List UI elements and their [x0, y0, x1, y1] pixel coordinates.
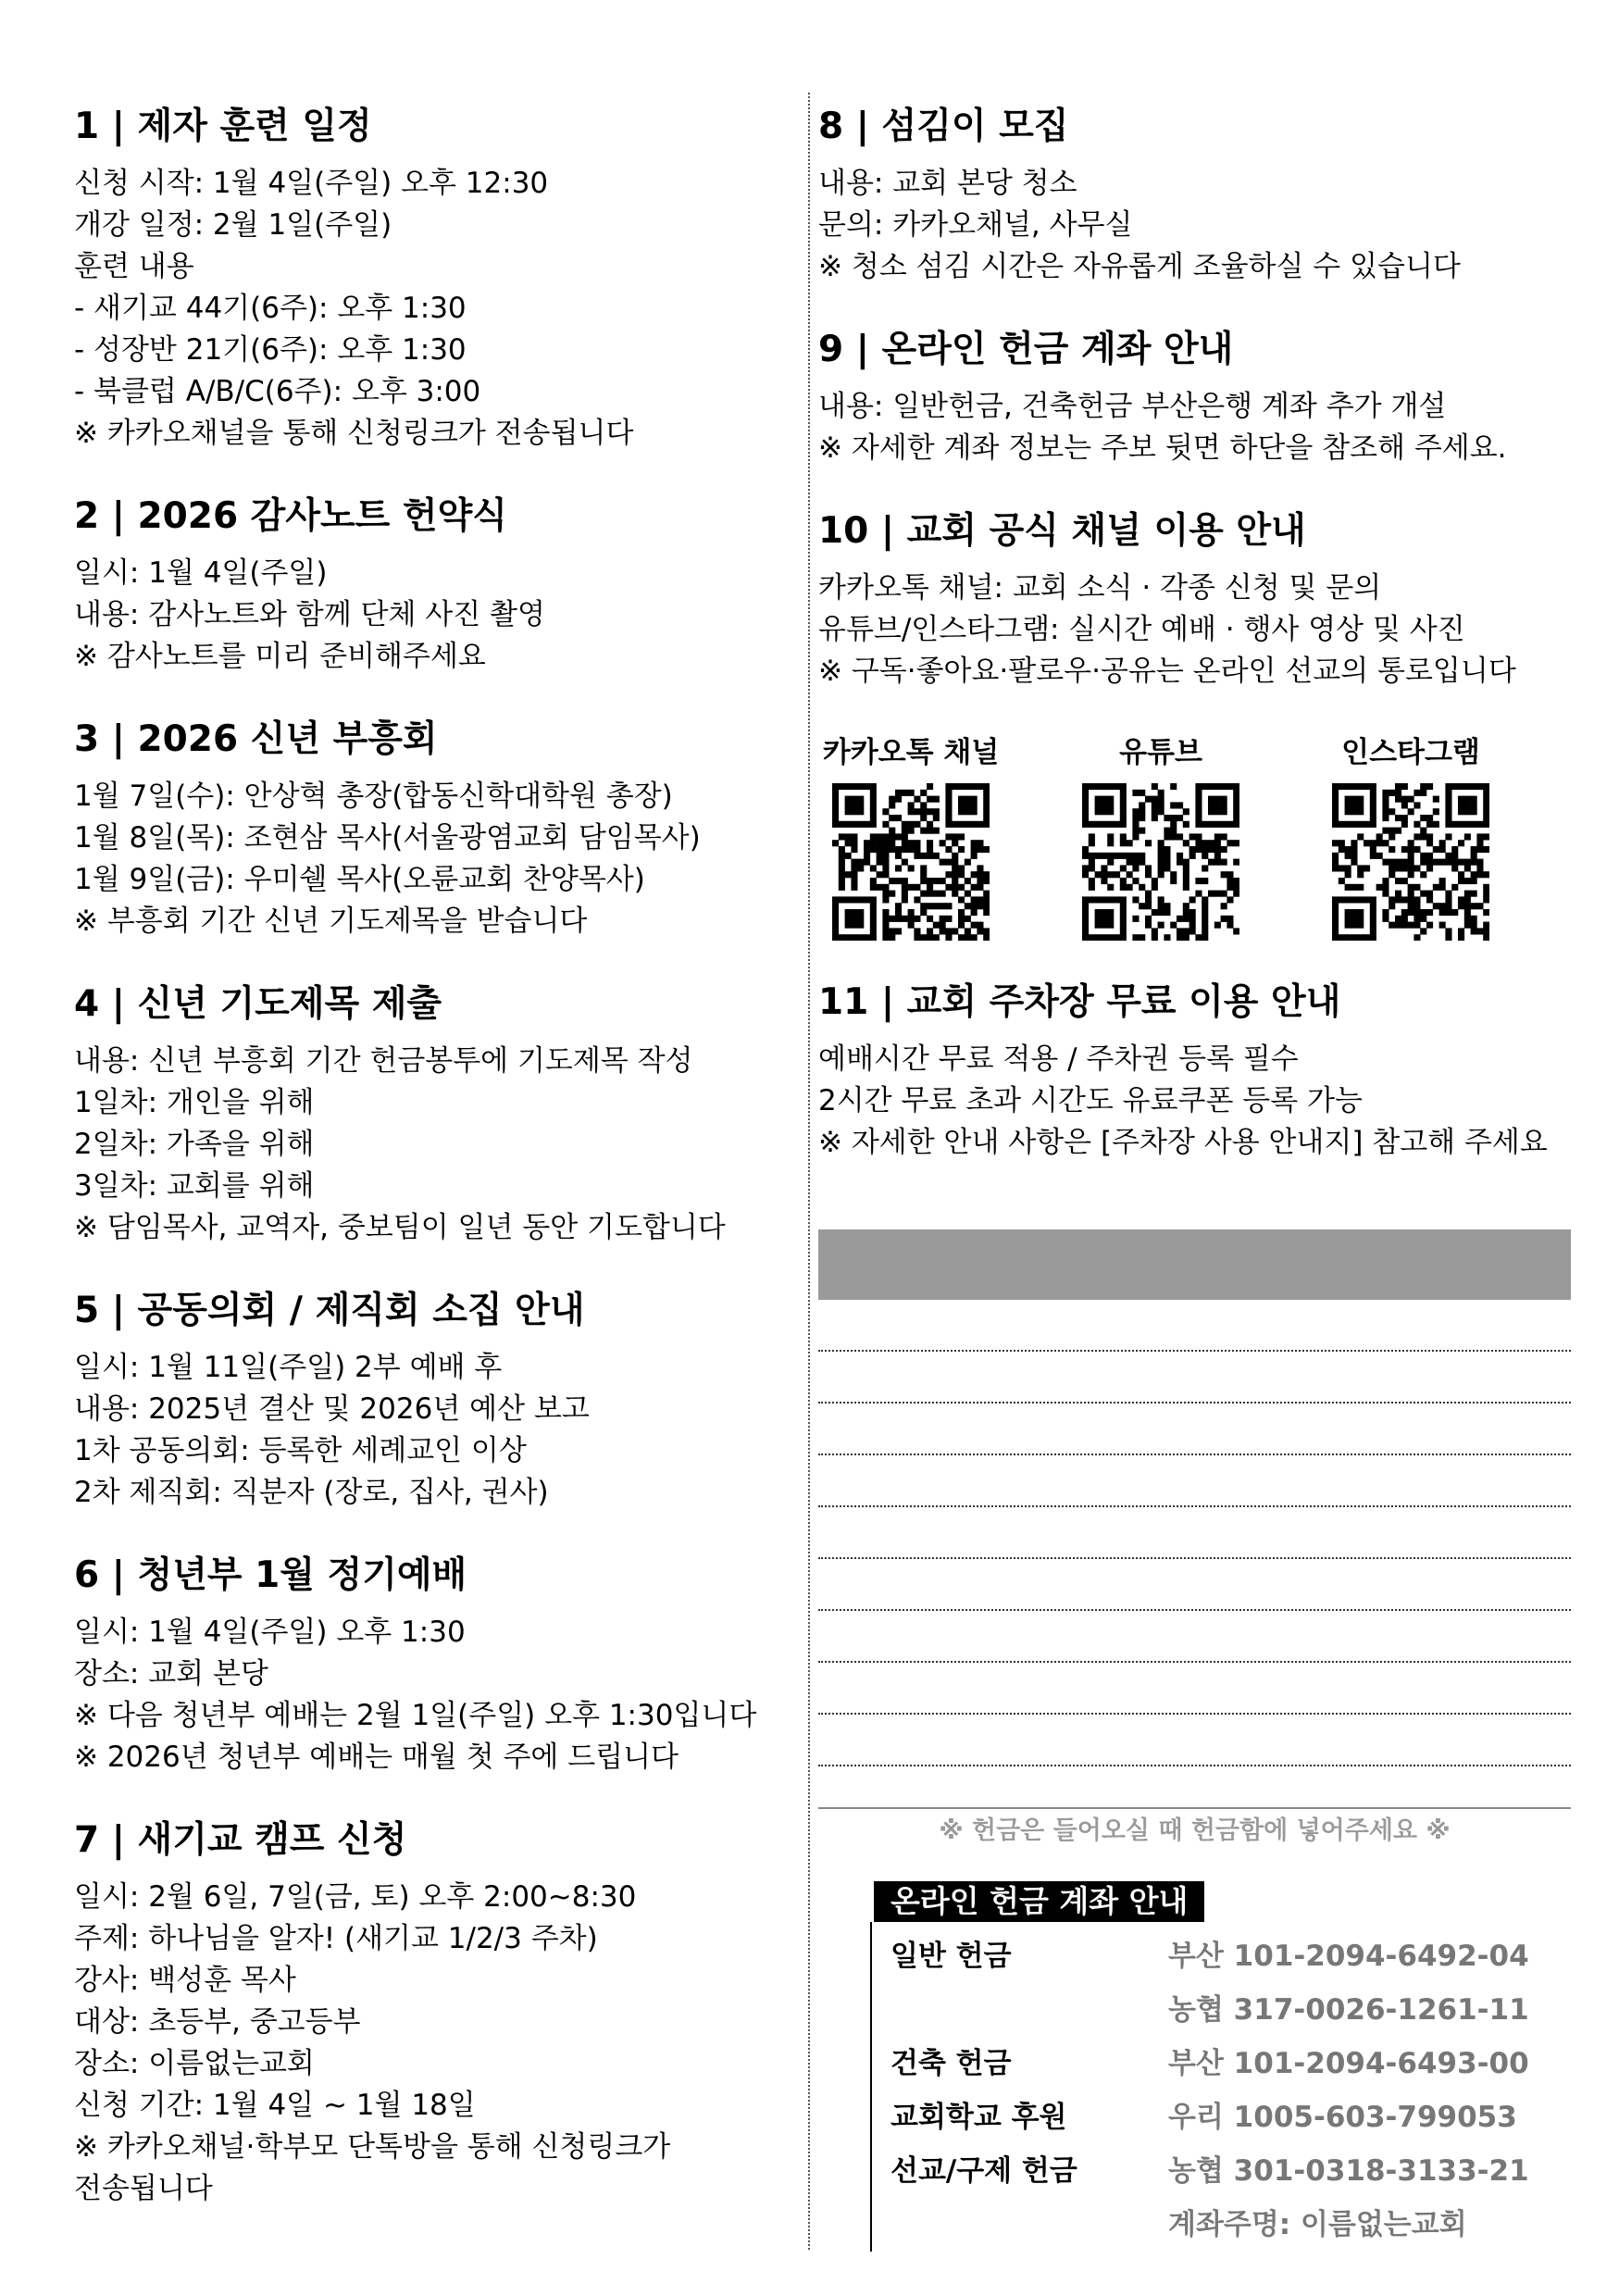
account-name: 건축 헌금 — [890, 2047, 1012, 2080]
notice-section — [818, 978, 1568, 1164]
section-line: 2시간 무료 초과 시간도 유료쿠폰 등록 가능 — [818, 1084, 1363, 1117]
memo-line — [818, 1507, 1571, 1559]
section-line: 내용: 신년 부흥회 기간 헌금봉투에 기도제목 작성 — [74, 1044, 693, 1078]
section-line: 내용: 2025년 결산 및 2026년 예산 보고 — [74, 1392, 590, 1426]
notice-section — [74, 1551, 796, 1778]
section-line: 일시: 2월 6일, 7일(금, 토) 오후 2:00~8:30 — [74, 1880, 637, 1914]
qr-code-icon[interactable] — [1082, 783, 1239, 941]
section-title: 4 | 신년 기도제목 제출 — [74, 983, 442, 1025]
account-row — [890, 1983, 1529, 2037]
section-title: 1 | 제자 훈련 일정 — [74, 106, 372, 147]
section-line: 신청 기간: 1월 4일 ~ 1월 18일 — [74, 2089, 476, 2122]
section-line: 내용: 일반헌금, 건축헌금 부산은행 계좌 추가 개설 — [818, 390, 1447, 423]
qr-item — [818, 730, 1003, 941]
section-line: 내용: 교회 본당 청소 — [818, 167, 1077, 200]
section-line: 주제: 하나님을 알자! (새기교 1/2/3 주차) — [74, 1922, 598, 1955]
section-title: 9 | 온라인 헌금 계좌 안내 — [818, 329, 1234, 370]
section-line: 2차 제직회: 직분자 (장로, 집사, 권사) — [74, 1476, 549, 1509]
section-line: ※ 감사노트를 미리 준비해주세요 — [74, 640, 486, 673]
memo-header — [818, 1229, 1571, 1300]
memo-area — [818, 1229, 1571, 1766]
qr-label: 인스타그램 — [1341, 736, 1480, 769]
account-title: 온라인 헌금 계좌 안내 — [874, 1881, 1204, 1922]
account-row — [890, 2037, 1529, 2090]
qr-label: 유튜브 — [1119, 736, 1202, 769]
section-line: 유튜브/인스타그램: 실시간 예배 · 행사 영상 및 사진 — [818, 613, 1465, 646]
section-line: 훈련 내용 — [74, 250, 194, 283]
section-line: 3일차: 교회를 위해 — [74, 1169, 315, 1203]
section-line: - 새기교 44기(6주): 오후 1:30 — [74, 292, 467, 325]
section-line: 강사: 백성훈 목사 — [74, 1964, 296, 1997]
section-title: 3 | 2026 신년 부흥회 — [74, 718, 438, 760]
section-line: 1월 7일(수): 안상혁 총장(합동신학대학원 총장) — [74, 780, 673, 813]
left-column — [74, 102, 796, 2247]
section-line: ※ 자세한 안내 사항은 [주차장 사용 안내지] 참고해 주세요 — [818, 1126, 1548, 1159]
section-line: ※ 담임목사, 교역자, 중보팀이 일년 동안 기도합니다 — [74, 1211, 726, 1244]
account-list — [870, 1922, 1529, 2252]
section-line: ※ 청소 섬김 시간은 자유롭게 조율하실 수 있습니다 — [818, 250, 1461, 283]
notice-section — [74, 1286, 796, 1514]
section-line: ※ 자세한 계좌 정보는 주보 뒷면 하단을 참조해 주세요. — [818, 431, 1507, 465]
section-line: 2일차: 가족을 위해 — [74, 1128, 315, 1161]
section-line: 전송됩니다 — [74, 2172, 213, 2205]
notice-section — [74, 102, 796, 455]
memo-line — [818, 1300, 1571, 1352]
notice-section — [74, 1816, 796, 2210]
section-line: - 북클럽 A/B/C(6주): 오후 3:00 — [74, 375, 481, 408]
account-row — [890, 1929, 1529, 1983]
qr-code-icon[interactable] — [832, 783, 990, 941]
qr-code-icon[interactable] — [1332, 783, 1489, 941]
account-number: 계좌주명: 이름없는교회 — [1168, 2208, 1467, 2241]
notice-section — [74, 492, 796, 678]
section-line: ※ 다음 청년부 예배는 2월 1일(주일) 오후 1:30입니다 — [74, 1699, 757, 1732]
section-title: 10 | 교회 공식 채널 이용 안내 — [818, 510, 1306, 552]
section-line: 일시: 1월 11일(주일) 2부 예배 후 — [74, 1351, 503, 1384]
column-divider — [808, 93, 810, 2250]
section-title: 5 | 공동의회 / 제직회 소집 안내 — [74, 1290, 585, 1331]
section-line: 1차 공동의회: 등록한 세례교인 이상 — [74, 1434, 527, 1467]
section-line: 장소: 이름없는교회 — [74, 2047, 315, 2080]
right-column — [818, 102, 1568, 1201]
account-info — [870, 1881, 1574, 2252]
account-number: 우리 1005-603-799053 — [1168, 2101, 1517, 2134]
section-line: ※ 카카오채널을 통해 신청링크가 전송됩니다 — [74, 417, 634, 450]
section-line: 카카오톡 채널: 교회 소식 · 각종 신청 및 문의 — [818, 571, 1382, 605]
account-row — [890, 2198, 1529, 2252]
qr-code-row — [818, 730, 1503, 941]
qr-label: 카카오톡 채널 — [822, 736, 1000, 769]
notice-section — [818, 325, 1568, 469]
section-line: 1월 9일(금): 우미쉘 목사(오륜교회 찬양목사) — [74, 863, 645, 896]
account-number: 부산 101-2094-6493-00 — [1168, 2047, 1529, 2080]
section-line: ※ 구독·좋아요·팔로우·공유는 온라인 선교의 통로입니다 — [818, 655, 1516, 688]
memo-bottom-rule — [818, 1807, 1571, 1809]
section-title: 6 | 청년부 1월 정기예배 — [74, 1554, 467, 1596]
account-number: 부산 101-2094-6492-04 — [1168, 1940, 1529, 1973]
account-row — [890, 2144, 1529, 2198]
account-name — [890, 2198, 1168, 2252]
section-title: 11 | 교회 주차장 무료 이용 안내 — [818, 981, 1341, 1023]
account-name: 선교/구제 헌금 — [890, 2154, 1077, 2188]
memo-line — [818, 1404, 1571, 1455]
account-name — [890, 1983, 1168, 2037]
memo-line — [818, 1715, 1571, 1766]
notice-section — [818, 102, 1568, 288]
offering-note: ※ 헌금은 들어오실 때 헌금함에 넣어주세요 ※ — [939, 1816, 1451, 1845]
account-number: 농협 301-0318-3133-21 — [1168, 2154, 1529, 2188]
section-line: ※ 카카오채널·학부모 단톡방을 통해 신청링크가 — [74, 2130, 671, 2164]
memo-line — [818, 1455, 1571, 1507]
memo-line — [818, 1352, 1571, 1404]
notice-section — [74, 980, 796, 1249]
qr-item — [1068, 730, 1253, 941]
account-name: 교회학교 후원 — [890, 2101, 1067, 2134]
section-line: 예배시간 무료 적용 / 주차권 등록 필수 — [818, 1042, 1299, 1076]
memo-line — [818, 1663, 1571, 1715]
memo-line — [818, 1559, 1571, 1611]
account-name: 일반 헌금 — [890, 1940, 1012, 1973]
section-line: 1월 8일(목): 조현삼 목사(서울광염교회 담임목사) — [74, 821, 701, 855]
section-line: 일시: 1월 4일(주일) 오후 1:30 — [74, 1616, 466, 1649]
section-line: 문의: 카카오채널, 사무실 — [818, 208, 1133, 242]
notice-section — [818, 506, 1568, 693]
account-row — [890, 2090, 1529, 2144]
section-line: 장소: 교회 본당 — [74, 1657, 268, 1691]
account-number: 농협 317-0026-1261-11 — [1168, 1993, 1529, 2027]
memo-line — [818, 1611, 1571, 1663]
section-line: 내용: 감사노트와 함께 단체 사진 촬영 — [74, 598, 545, 631]
section-title: 2 | 2026 감사노트 헌약식 — [74, 495, 507, 537]
notice-section — [74, 715, 796, 942]
section-line: 일시: 1월 4일(주일) — [74, 556, 328, 590]
section-line: 대상: 초등부, 중고등부 — [74, 2005, 361, 2039]
section-line: ※ 부흥회 기간 신년 기도제목을 받습니다 — [74, 905, 588, 938]
section-line: 신청 시작: 1월 4일(주일) 오후 12:30 — [74, 167, 549, 200]
section-line: ※ 2026년 청년부 예배는 매월 첫 주에 드립니다 — [74, 1741, 679, 1774]
section-line: 1일차: 개인을 위해 — [74, 1086, 315, 1119]
qr-item — [1318, 730, 1503, 941]
section-title: 8 | 섬김이 모집 — [818, 106, 1069, 147]
section-title: 7 | 새기교 캠프 신청 — [74, 1819, 407, 1861]
section-line: - 성장반 21기(6주): 오후 1:30 — [74, 333, 467, 367]
section-line: 개강 일정: 2월 1일(주일) — [74, 208, 392, 242]
